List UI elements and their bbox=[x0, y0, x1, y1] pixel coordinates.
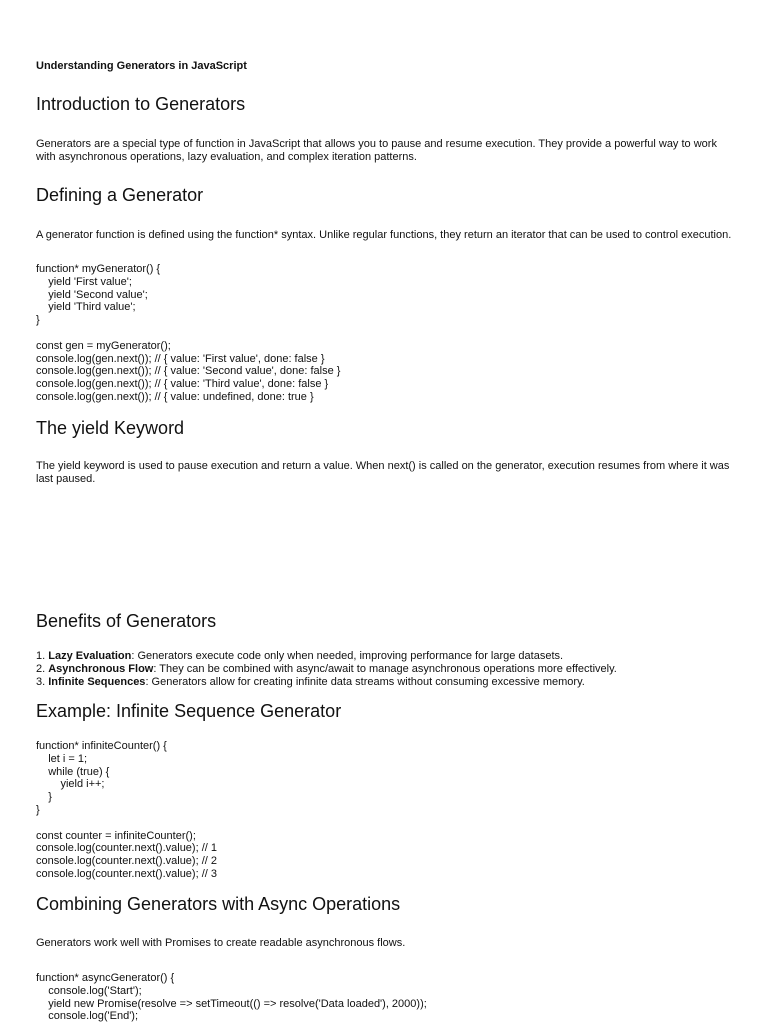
code-block-async-generator: function* asyncGenerator() { console.log('Start'); yield new Promise(resolve => setTimeout(() => resolve('Data loaded'), 2000)); console.log('End'); bbox=[36, 972, 427, 1023]
benefits-list bbox=[36, 650, 736, 689]
heading-benefits: Benefits of Generators bbox=[36, 611, 217, 631]
list-item: 1. Lazy Evaluation: Generators execute code only when needed, improving performance for large datasets. bbox=[36, 650, 564, 662]
heading-yield-keyword: The yield Keyword bbox=[36, 418, 185, 438]
paragraph-defining-generator: A generator function is defined using the function* syntax. Unlike regular functions, they return an iterator that can be used to control execution. bbox=[36, 229, 732, 241]
code-block-my-generator: function* myGenerator() { yield 'First value'; yield 'Second value'; yield 'Third value'; } const gen = myGenerator(); console.log(gen.next()); // { value: 'First value', done: false } console.log(gen.next()); // { value: 'Second value', done: false } console.log(gen.next()); // { value: 'Third value', done: false } console.log(gen.next()); // { value: undefined, done: true } bbox=[36, 263, 341, 403]
paragraph-introduction: Generators are a special type of function in JavaScript that allows you to pause and resume execution. They provide a powerful way to work with asynchronous operations, lazy evaluation, and complex iteration patterns. bbox=[36, 138, 717, 163]
list-item: 3. Infinite Sequences: Generators allow for creating infinite data streams without consuming excessive memory. bbox=[36, 676, 585, 688]
paragraph-yield-keyword: The yield keyword is used to pause execution and return a value. When next() is called on the generator, execution resumes from where it was last paused. bbox=[36, 460, 730, 485]
heading-introduction: Introduction to Generators bbox=[36, 94, 246, 114]
list-item: 2. Asynchronous Flow: They can be combined with async/await to manage asynchronous operations more effectively. bbox=[36, 663, 617, 675]
heading-defining-generator: Defining a Generator bbox=[36, 185, 204, 205]
document-title: Understanding Generators in JavaScript bbox=[36, 60, 247, 72]
heading-async-operations: Combining Generators with Async Operations bbox=[36, 894, 401, 914]
heading-infinite-sequence: Example: Infinite Sequence Generator bbox=[36, 701, 342, 721]
code-block-infinite-counter: function* infiniteCounter() { let i = 1; while (true) { yield i++; } } const counter = infiniteCounter(); console.log(counter.next().value); // 1 console.log(counter.next().value); // 2 console.log(counter.next().value); // 3 bbox=[36, 740, 217, 880]
paragraph-async-operations: Generators work well with Promises to create readable asynchronous flows. bbox=[36, 937, 406, 949]
